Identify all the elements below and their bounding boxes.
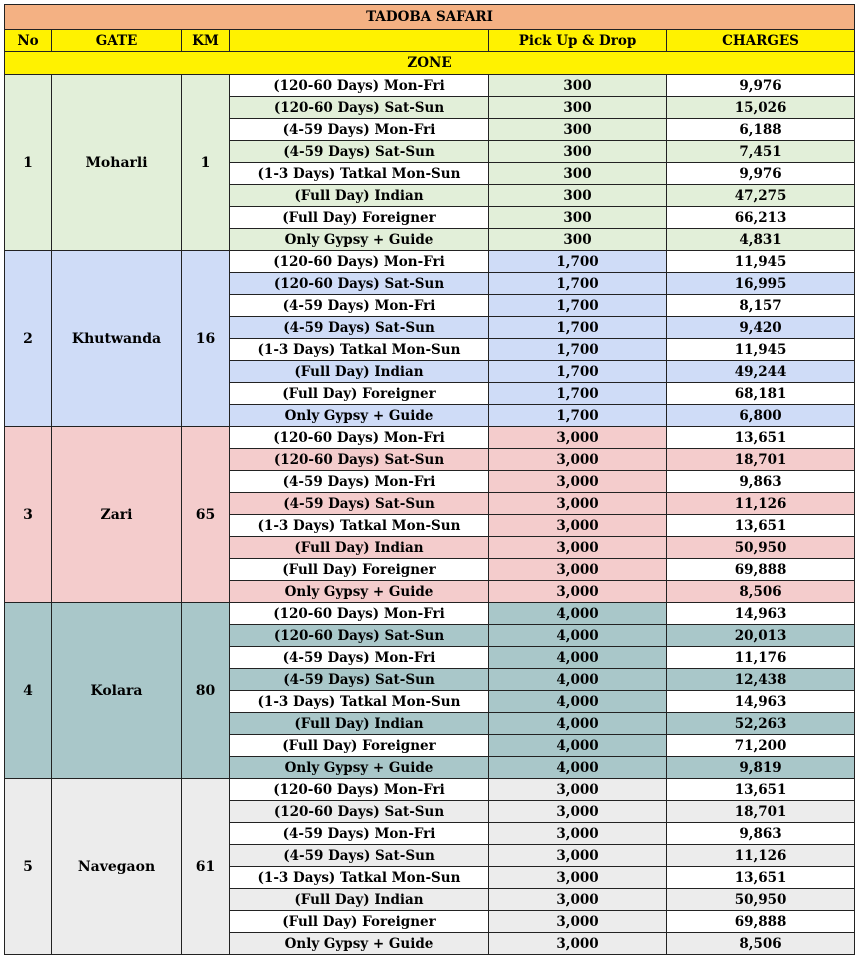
gate-name: Zari xyxy=(52,427,182,603)
safari-type-cell: (4-59 Days) Mon-Fri xyxy=(230,119,489,141)
pickup-drop-cell: 1,700 xyxy=(489,273,667,295)
safari-rates-table xyxy=(4,4,855,955)
table-row xyxy=(5,427,855,449)
gate-km: 61 xyxy=(182,779,230,955)
header-row xyxy=(5,30,855,52)
rate-body xyxy=(5,75,855,955)
table-row xyxy=(5,603,855,625)
gate-number: 5 xyxy=(5,779,52,955)
pickup-drop-cell: 1,700 xyxy=(489,317,667,339)
safari-type-cell: (Full Day) Indian xyxy=(230,713,489,735)
safari-type-cell: (4-59 Days) Mon-Fri xyxy=(230,295,489,317)
pickup-drop-cell: 300 xyxy=(489,229,667,251)
header-charges: CHARGES xyxy=(667,30,855,52)
gate-name: Navegaon xyxy=(52,779,182,955)
charges-cell: 9,863 xyxy=(667,823,855,845)
pickup-drop-cell: 3,000 xyxy=(489,911,667,933)
safari-type-cell: (1-3 Days) Tatkal Mon-Sun xyxy=(230,691,489,713)
charges-cell: 11,176 xyxy=(667,647,855,669)
safari-type-cell: (1-3 Days) Tatkal Mon-Sun xyxy=(230,339,489,361)
safari-type-cell: (120-60 Days) Sat-Sun xyxy=(230,97,489,119)
charges-cell: 18,701 xyxy=(667,449,855,471)
header-blank xyxy=(230,30,489,52)
pickup-drop-cell: 300 xyxy=(489,75,667,97)
safari-type-cell: (120-60 Days) Sat-Sun xyxy=(230,801,489,823)
pickup-drop-cell: 4,000 xyxy=(489,691,667,713)
pickup-drop-cell: 1,700 xyxy=(489,405,667,427)
safari-type-cell: Only Gypsy + Guide xyxy=(230,229,489,251)
gate-number: 4 xyxy=(5,603,52,779)
safari-type-cell: (4-59 Days) Mon-Fri xyxy=(230,647,489,669)
pickup-drop-cell: 300 xyxy=(489,141,667,163)
header-pickup: Pick Up & Drop xyxy=(489,30,667,52)
charges-cell: 7,451 xyxy=(667,141,855,163)
safari-type-cell: (120-60 Days) Mon-Fri xyxy=(230,251,489,273)
charges-cell: 9,976 xyxy=(667,163,855,185)
charges-cell: 9,976 xyxy=(667,75,855,97)
safari-type-cell: (4-59 Days) Sat-Sun xyxy=(230,493,489,515)
pickup-drop-cell: 3,000 xyxy=(489,889,667,911)
charges-cell: 18,701 xyxy=(667,801,855,823)
safari-type-cell: Only Gypsy + Guide xyxy=(230,581,489,603)
safari-type-cell: Only Gypsy + Guide xyxy=(230,757,489,779)
pickup-drop-cell: 1,700 xyxy=(489,295,667,317)
safari-type-cell: (Full Day) Foreigner xyxy=(230,559,489,581)
safari-type-cell: Only Gypsy + Guide xyxy=(230,933,489,955)
safari-type-cell: (4-59 Days) Mon-Fri xyxy=(230,823,489,845)
pickup-drop-cell: 4,000 xyxy=(489,669,667,691)
safari-type-cell: (1-3 Days) Tatkal Mon-Sun xyxy=(230,163,489,185)
pickup-drop-cell: 3,000 xyxy=(489,537,667,559)
table-row xyxy=(5,75,855,97)
safari-type-cell: (4-59 Days) Mon-Fri xyxy=(230,471,489,493)
pickup-drop-cell: 3,000 xyxy=(489,427,667,449)
safari-type-cell: (4-59 Days) Sat-Sun xyxy=(230,317,489,339)
safari-type-cell: (1-3 Days) Tatkal Mon-Sun xyxy=(230,515,489,537)
safari-type-cell: (120-60 Days) Mon-Fri xyxy=(230,603,489,625)
safari-type-cell: (Full Day) Indian xyxy=(230,537,489,559)
pickup-drop-cell: 4,000 xyxy=(489,625,667,647)
charges-cell: 52,263 xyxy=(667,713,855,735)
safari-type-cell: (4-59 Days) Sat-Sun xyxy=(230,669,489,691)
gate-name: Khutwanda xyxy=(52,251,182,427)
gate-number: 1 xyxy=(5,75,52,251)
safari-type-cell: (1-3 Days) Tatkal Mon-Sun xyxy=(230,867,489,889)
charges-cell: 11,945 xyxy=(667,339,855,361)
pickup-drop-cell: 3,000 xyxy=(489,823,667,845)
charges-cell: 50,950 xyxy=(667,889,855,911)
pickup-drop-cell: 4,000 xyxy=(489,713,667,735)
charges-cell: 13,651 xyxy=(667,515,855,537)
charges-cell: 50,950 xyxy=(667,537,855,559)
zone-row: ZONE xyxy=(5,52,855,75)
pickup-drop-cell: 3,000 xyxy=(489,559,667,581)
safari-type-cell: (120-60 Days) Mon-Fri xyxy=(230,427,489,449)
gate-km: 65 xyxy=(182,427,230,603)
charges-cell: 14,963 xyxy=(667,603,855,625)
pickup-drop-cell: 1,700 xyxy=(489,361,667,383)
charges-cell: 15,026 xyxy=(667,97,855,119)
pickup-drop-cell: 4,000 xyxy=(489,647,667,669)
pickup-drop-cell: 3,000 xyxy=(489,581,667,603)
charges-cell: 49,244 xyxy=(667,361,855,383)
charges-cell: 8,506 xyxy=(667,933,855,955)
pickup-drop-cell: 300 xyxy=(489,97,667,119)
safari-type-cell: (4-59 Days) Sat-Sun xyxy=(230,845,489,867)
header-km: KM xyxy=(182,30,230,52)
safari-type-cell: (4-59 Days) Sat-Sun xyxy=(230,141,489,163)
charges-cell: 16,995 xyxy=(667,273,855,295)
table-title: TADOBA SAFARI xyxy=(5,5,855,30)
pickup-drop-cell: 300 xyxy=(489,119,667,141)
charges-cell: 6,188 xyxy=(667,119,855,141)
charges-cell: 68,181 xyxy=(667,383,855,405)
gate-km: 1 xyxy=(182,75,230,251)
pickup-drop-cell: 3,000 xyxy=(489,471,667,493)
header-no: No xyxy=(5,30,52,52)
charges-cell: 12,438 xyxy=(667,669,855,691)
charges-cell: 9,863 xyxy=(667,471,855,493)
charges-cell: 20,013 xyxy=(667,625,855,647)
charges-cell: 11,126 xyxy=(667,845,855,867)
pickup-drop-cell: 4,000 xyxy=(489,603,667,625)
gate-number: 2 xyxy=(5,251,52,427)
pickup-drop-cell: 4,000 xyxy=(489,735,667,757)
gate-name: Kolara xyxy=(52,603,182,779)
charges-cell: 66,213 xyxy=(667,207,855,229)
safari-type-cell: (Full Day) Indian xyxy=(230,889,489,911)
pickup-drop-cell: 3,000 xyxy=(489,515,667,537)
table-row xyxy=(5,251,855,273)
charges-cell: 69,888 xyxy=(667,911,855,933)
pickup-drop-cell: 1,700 xyxy=(489,339,667,361)
safari-type-cell: (120-60 Days) Sat-Sun xyxy=(230,449,489,471)
safari-type-cell: (120-60 Days) Mon-Fri xyxy=(230,75,489,97)
pickup-drop-cell: 3,000 xyxy=(489,845,667,867)
charges-cell: 13,651 xyxy=(667,427,855,449)
safari-type-cell: (Full Day) Indian xyxy=(230,185,489,207)
gate-km: 80 xyxy=(182,603,230,779)
charges-cell: 13,651 xyxy=(667,779,855,801)
pickup-drop-cell: 3,000 xyxy=(489,779,667,801)
pickup-drop-cell: 300 xyxy=(489,185,667,207)
charges-cell: 71,200 xyxy=(667,735,855,757)
pickup-drop-cell: 4,000 xyxy=(489,757,667,779)
charges-cell: 9,819 xyxy=(667,757,855,779)
pickup-drop-cell: 3,000 xyxy=(489,867,667,889)
charges-cell: 6,800 xyxy=(667,405,855,427)
gate-km: 16 xyxy=(182,251,230,427)
safari-type-cell: (Full Day) Foreigner xyxy=(230,735,489,757)
safari-type-cell: (120-60 Days) Mon-Fri xyxy=(230,779,489,801)
safari-type-cell: (120-60 Days) Sat-Sun xyxy=(230,625,489,647)
safari-type-cell: (Full Day) Foreigner xyxy=(230,207,489,229)
charges-cell: 14,963 xyxy=(667,691,855,713)
safari-type-cell: (Full Day) Foreigner xyxy=(230,383,489,405)
charges-cell: 11,126 xyxy=(667,493,855,515)
pickup-drop-cell: 3,000 xyxy=(489,801,667,823)
pickup-drop-cell: 1,700 xyxy=(489,383,667,405)
charges-cell: 11,945 xyxy=(667,251,855,273)
pickup-drop-cell: 300 xyxy=(489,163,667,185)
charges-cell: 9,420 xyxy=(667,317,855,339)
safari-type-cell: (120-60 Days) Sat-Sun xyxy=(230,273,489,295)
charges-cell: 69,888 xyxy=(667,559,855,581)
header-gate: GATE xyxy=(52,30,182,52)
gate-number: 3 xyxy=(5,427,52,603)
pickup-drop-cell: 3,000 xyxy=(489,449,667,471)
charges-cell: 8,506 xyxy=(667,581,855,603)
charges-cell: 13,651 xyxy=(667,867,855,889)
table-row xyxy=(5,779,855,801)
gate-name: Moharli xyxy=(52,75,182,251)
safari-type-cell: Only Gypsy + Guide xyxy=(230,405,489,427)
pickup-drop-cell: 300 xyxy=(489,207,667,229)
pickup-drop-cell: 3,000 xyxy=(489,493,667,515)
safari-type-cell: (Full Day) Indian xyxy=(230,361,489,383)
charges-cell: 8,157 xyxy=(667,295,855,317)
charges-cell: 47,275 xyxy=(667,185,855,207)
pickup-drop-cell: 3,000 xyxy=(489,933,667,955)
charges-cell: 4,831 xyxy=(667,229,855,251)
pickup-drop-cell: 1,700 xyxy=(489,251,667,273)
safari-type-cell: (Full Day) Foreigner xyxy=(230,911,489,933)
